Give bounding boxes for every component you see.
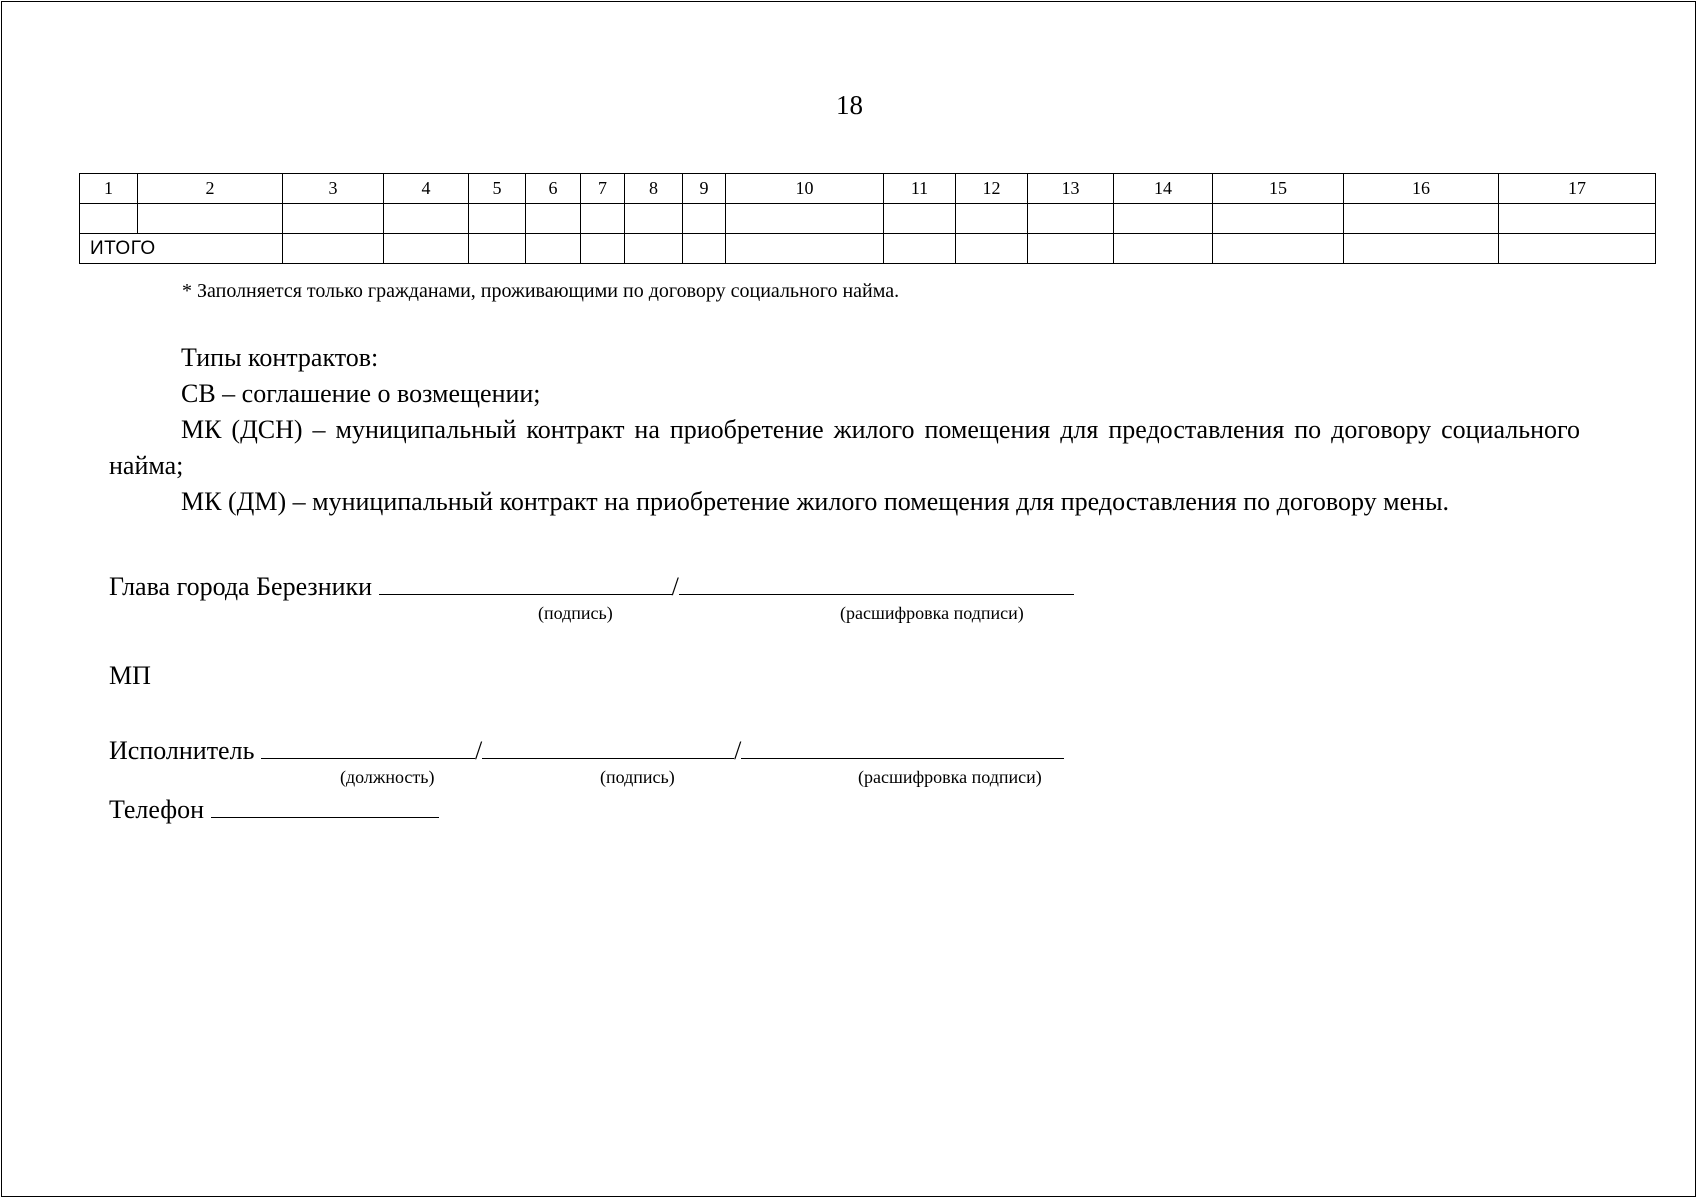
column-number: 13 <box>1028 174 1114 204</box>
table-cell <box>1114 234 1213 264</box>
column-number: 7 <box>581 174 625 204</box>
contract-type-item: МК (ДСН) – муниципальный контракт на приобретение жилого помещения для предоставления по договору социального найма; <box>109 415 1580 480</box>
table-cell <box>683 234 726 264</box>
executor-row <box>109 734 1064 766</box>
decoding-line <box>679 570 1074 595</box>
column-number: 5 <box>469 174 526 204</box>
table-cell <box>283 204 384 234</box>
summary-table <box>79 173 1656 264</box>
position-line <box>261 734 475 759</box>
table-cell <box>1213 204 1344 234</box>
column-number: 10 <box>726 174 884 204</box>
column-number: 15 <box>1213 174 1344 204</box>
decoding-hint: (расшифровка подписи) <box>840 603 1024 623</box>
table-cell <box>1213 234 1344 264</box>
signature-hint: (подпись) <box>538 603 613 623</box>
column-number: 4 <box>384 174 469 204</box>
table-cell <box>884 234 956 264</box>
contract-types-heading: Типы контрактов: <box>181 343 379 372</box>
column-number: 14 <box>1114 174 1213 204</box>
position-hint: (должность) <box>340 767 435 787</box>
contract-type-item: СВ – соглашение о возмещении; <box>181 379 541 408</box>
table-cell <box>283 234 384 264</box>
executor-label: Исполнитель <box>109 736 255 765</box>
table-header-row <box>80 174 1656 204</box>
table-cell <box>1028 234 1114 264</box>
table-cell <box>726 234 884 264</box>
column-number: 3 <box>283 174 384 204</box>
table-cell <box>1499 204 1656 234</box>
table-cell <box>683 204 726 234</box>
contract-type-item: МК (ДМ) – муниципальный контракт на приобретение жилого помещения для предоставления по договору мены. <box>181 487 1450 516</box>
stamp-label: МП <box>109 661 151 690</box>
head-signature-row <box>109 570 1074 602</box>
column-number: 2 <box>138 174 283 204</box>
table-cell <box>884 204 956 234</box>
separator: / <box>671 572 679 601</box>
signature-line <box>379 570 672 595</box>
table-cell <box>1114 204 1213 234</box>
table-cell <box>581 234 625 264</box>
table-cell <box>1028 204 1114 234</box>
table-cell <box>526 234 581 264</box>
column-number: 17 <box>1499 174 1656 204</box>
footnote: * Заполняется только гражданами, проживающими по договору социального найма. <box>182 280 900 302</box>
column-number: 1 <box>80 174 138 204</box>
decoding-hint: (расшифровка подписи) <box>858 767 1042 787</box>
table-cell <box>138 204 283 234</box>
phone-line <box>211 793 439 818</box>
table-cell <box>625 204 683 234</box>
column-number: 9 <box>683 174 726 204</box>
table-row <box>80 204 1656 234</box>
signature-hint: (подпись) <box>600 767 675 787</box>
table-cell <box>384 234 469 264</box>
column-number: 11 <box>884 174 956 204</box>
column-number: 6 <box>526 174 581 204</box>
separator: / <box>474 736 483 765</box>
head-signature-label: Глава города Березники <box>109 572 373 601</box>
table-cell <box>1344 204 1499 234</box>
contract-types <box>109 340 1580 520</box>
column-number: 16 <box>1344 174 1499 204</box>
table-cell <box>1344 234 1499 264</box>
table-cell <box>625 234 683 264</box>
phone-label: Телефон <box>109 795 205 824</box>
table-cell <box>80 204 138 234</box>
table-cell <box>384 204 469 234</box>
decoding-line <box>741 734 1064 759</box>
table-cell <box>469 234 526 264</box>
table-cell <box>956 204 1028 234</box>
signature-line <box>482 734 734 759</box>
total-label: ИТОГО <box>80 234 283 264</box>
column-number: 8 <box>625 174 683 204</box>
table-cell <box>581 204 625 234</box>
table-cell <box>526 204 581 234</box>
table-cell <box>726 204 884 234</box>
table-total-row <box>80 234 1656 264</box>
page-number: 18 <box>836 90 863 120</box>
table-cell <box>1499 234 1656 264</box>
phone-row <box>109 793 439 825</box>
table-cell <box>956 234 1028 264</box>
table-cell <box>469 204 526 234</box>
column-number: 12 <box>956 174 1028 204</box>
separator: / <box>734 736 742 765</box>
